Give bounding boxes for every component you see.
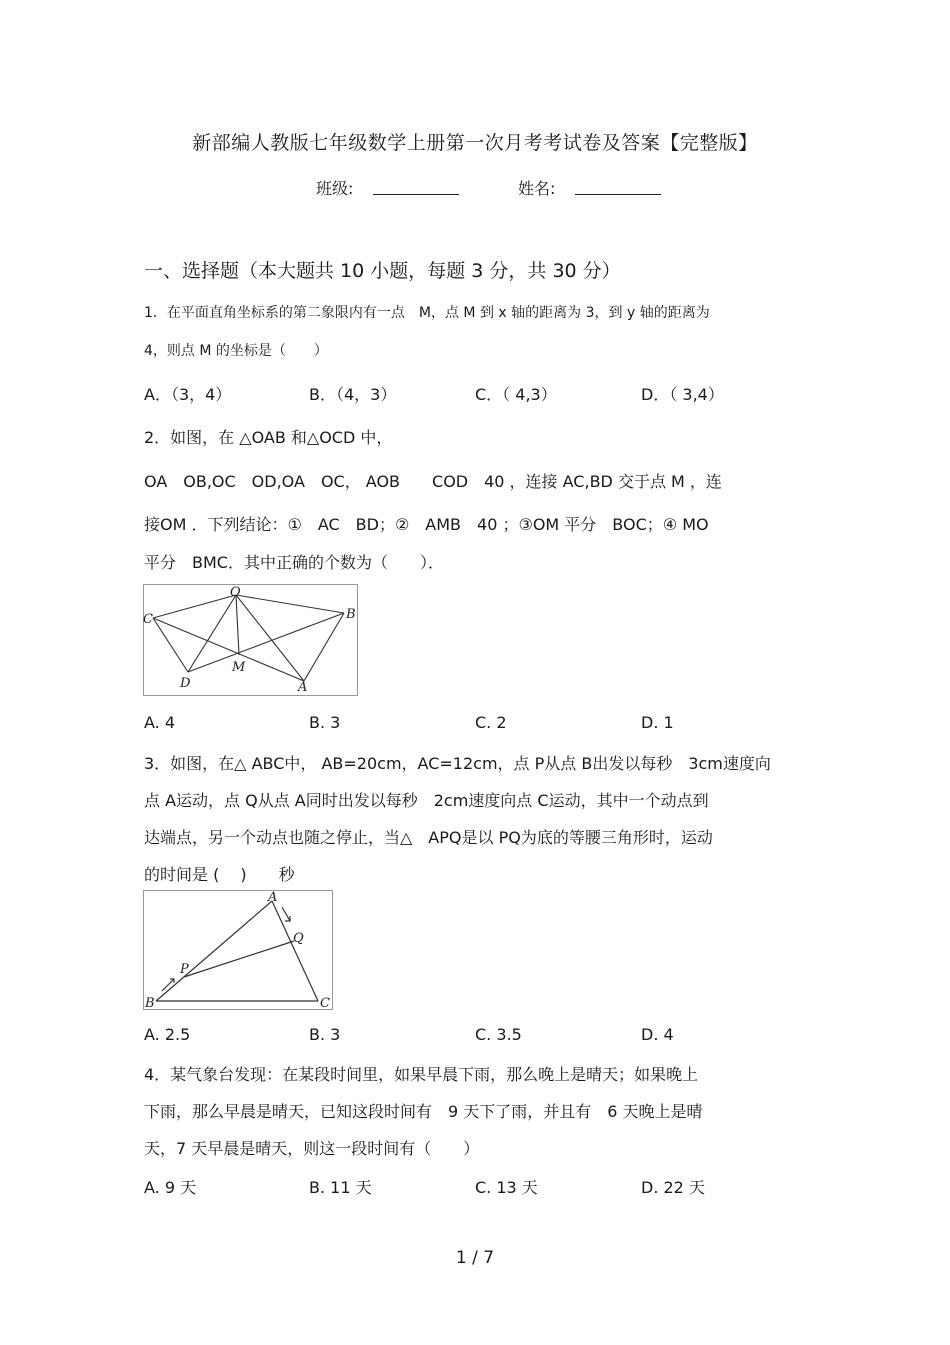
q3-text-line4: 的时间是 ( ) 秒 bbox=[144, 865, 295, 884]
q1-text-line1: 1．在平面直角坐标系的第二象限内有一点 M，点 M 到 x 轴的距离为 3，到 y 轴的距离为 bbox=[144, 305, 710, 321]
class-blank[interactable] bbox=[373, 194, 459, 195]
q1-option-d[interactable]: D．（ 3,4） bbox=[641, 385, 724, 404]
q2-text-line1: 2．如图，在 △OAB 和△OCD 中， bbox=[144, 428, 393, 447]
q3-text-line1: 3．如图，在△ ABC中， AB=20cm，AC=12cm，点 P从点 B出发以每秒 3cm速度向 bbox=[144, 754, 771, 773]
q3-text-line3: 达端点，另一个动点也随之停止，当△ APQ是以 PQ为底的等腰三角形时，运动 bbox=[144, 828, 713, 847]
q2-label-m: M bbox=[232, 660, 246, 675]
q3-text-line2: 点 A运动，点 Q从点 A同时出发以每秒 2cm速度向点 C运动，其中一个动点到 bbox=[144, 791, 709, 810]
name-blank[interactable] bbox=[575, 194, 661, 195]
q4-text-line2: 下雨，那么早晨是晴天，已知这段时间有 9 天下了雨，并且有 6 天晚上是晴 bbox=[144, 1102, 703, 1121]
q4-text-line1: 4．某气象台发现：在某段时间里，如果早晨下雨，那么晚上是晴天；如果晚上 bbox=[144, 1065, 699, 1084]
class-label: 班级: bbox=[316, 179, 354, 198]
section-heading: 一、选择题（本大题共 10 小题，每题 3 分，共 30 分） bbox=[144, 260, 621, 282]
q4-option-a[interactable]: A. 9 天 bbox=[144, 1178, 197, 1197]
q3-label-b: B bbox=[145, 996, 155, 1011]
name-label: 姓名: bbox=[518, 179, 556, 198]
q4-option-c[interactable]: C. 13 天 bbox=[475, 1178, 538, 1197]
q2-label-o: O bbox=[230, 585, 241, 600]
q1-option-a[interactable]: A．（3，4） bbox=[144, 385, 232, 404]
q2-label-b: B bbox=[346, 607, 356, 622]
q3-option-d[interactable]: D. 4 bbox=[641, 1025, 674, 1044]
q3-option-b[interactable]: B. 3 bbox=[309, 1025, 341, 1044]
q2-label-c: C bbox=[143, 612, 153, 627]
q2-option-a[interactable]: A. 4 bbox=[144, 713, 176, 732]
q2-option-b[interactable]: B. 3 bbox=[309, 713, 341, 732]
document-title: 新部编人教版七年级数学上册第一次月考考试卷及答案【完整版】 bbox=[192, 132, 758, 154]
q3-figure bbox=[143, 890, 333, 1010]
q1-text-line2: 4，则点 M 的坐标是（ ） bbox=[144, 343, 328, 359]
q2-label-d: D bbox=[180, 676, 191, 691]
q1-option-c[interactable]: C．（ 4,3） bbox=[475, 385, 557, 404]
q2-figure bbox=[143, 584, 358, 696]
q2-label-a: A bbox=[298, 680, 308, 695]
q2-text-line4: 平分 BMC．其中正确的个数为（ ）． bbox=[144, 553, 444, 572]
page-number: 1 / 7 bbox=[455, 1248, 495, 1268]
q2-option-d[interactable]: D. 1 bbox=[641, 713, 674, 732]
q3-option-c[interactable]: C. 3.5 bbox=[475, 1025, 522, 1044]
q3-label-q: Q bbox=[293, 931, 304, 946]
q4-option-b[interactable]: B. 11 天 bbox=[309, 1178, 372, 1197]
q3-label-p: P bbox=[180, 962, 189, 977]
q2-text-line3: 接OM ．下列结论：① AC BD；② AMB 40 ；③OM 平分 BOC；④ MO bbox=[144, 515, 709, 534]
q4-option-d[interactable]: D. 22 天 bbox=[641, 1178, 705, 1197]
q2-option-c[interactable]: C. 2 bbox=[475, 713, 507, 732]
q2-text-line2: OA OB,OC OD,OA OC， AOB COD 40 ，连接 AC,BD 交于点 M ，连 bbox=[144, 472, 722, 491]
q3-label-c: C bbox=[320, 996, 330, 1011]
q3-option-a[interactable]: A. 2.5 bbox=[144, 1025, 191, 1044]
q3-label-a: A bbox=[268, 890, 278, 905]
q1-option-b[interactable]: B．（4，3） bbox=[309, 385, 397, 404]
q4-text-line3: 天，7 天早晨是晴天，则这一段时间有（ ） bbox=[144, 1139, 480, 1158]
